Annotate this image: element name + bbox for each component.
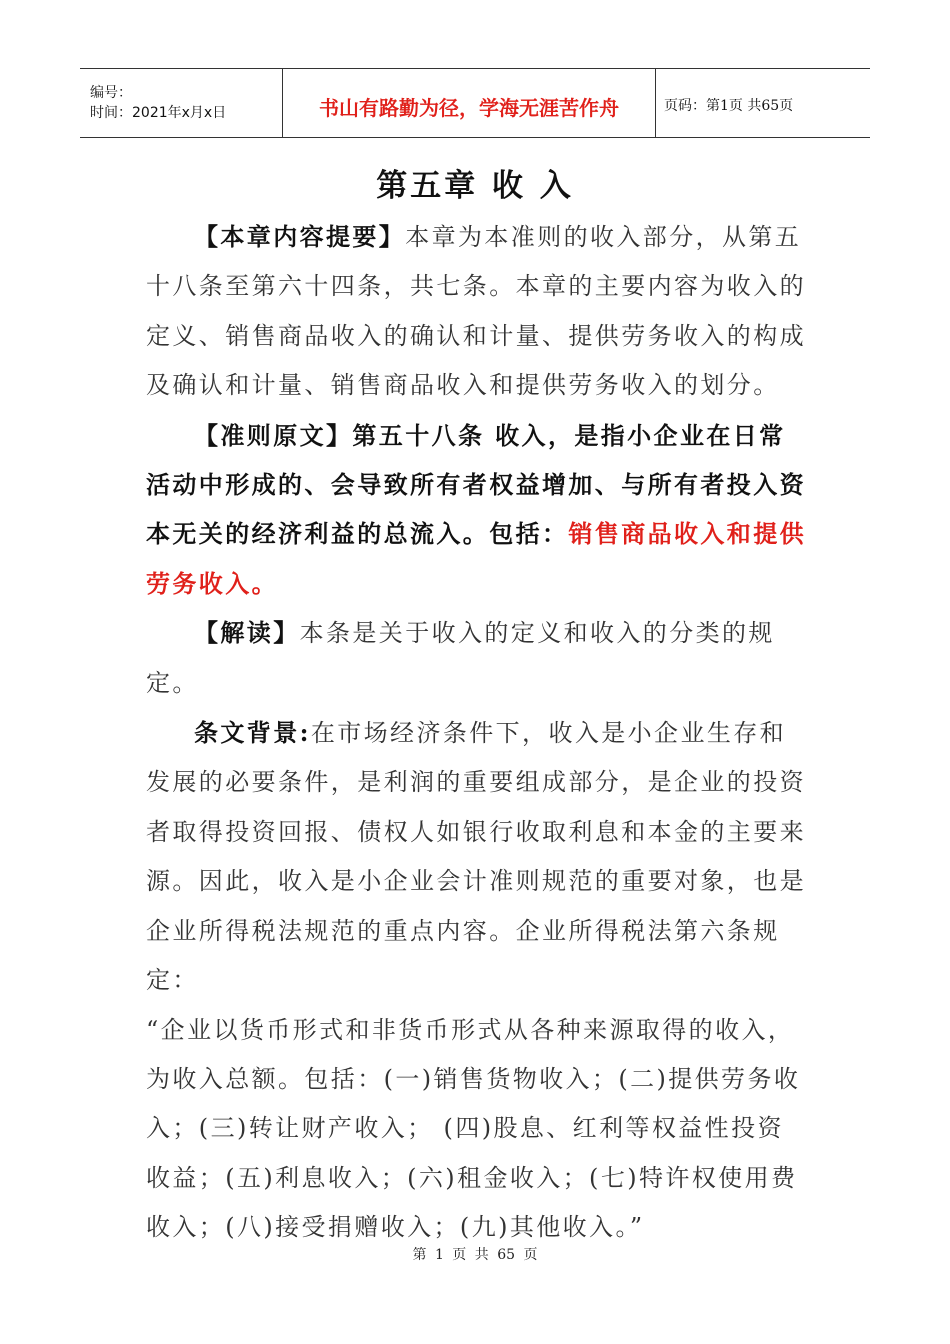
interpretation-text: 本条是关于收入的定义和收入的分类的规定。 (146, 619, 775, 697)
page-footer: 第 1 页 共 65 页 (412, 1247, 538, 1263)
summary-paragraph (146, 212, 806, 411)
chapter-title: 第五章 收 入 (376, 168, 574, 204)
page-header (80, 68, 870, 138)
header-page-info: 页码：第1页 共65页 (664, 98, 794, 114)
background-paragraph (146, 708, 806, 1005)
original-text: 第五十八条 收入，是指小企业在日常活动中形成的、会导致所有者权益增加、与所有者投入资本无关的经济利益的总流入。包括： (146, 420, 806, 549)
summary-label: 【本章内容提要】 (194, 222, 406, 251)
document-body (146, 212, 806, 1253)
header-motto: 书山有路勤为径，学海无涯苦作舟 (282, 69, 656, 137)
background-quote: “企业以货币形式和非货币形式从各种来源取得的收入，为收入总额。包括：(一)销售货物收入；(二)提供劳务收入；(三)转让财产收入； (四)股息、红利等权益性投资收益；(五)利息收入；(六)租金收入；(七)特许权使用费收入；(八)接受捐赠收入；(九)其他收入。” (146, 1015, 801, 1242)
original-paragraph (146, 411, 806, 609)
original-highlight: 销售商品收入和提供劳务收入。 (146, 519, 807, 598)
background-text: 在市场经济条件下，收入是小企业生存和发展的必要条件，是利润的重要组成部分，是企业的投资者取得投资回报、债权人如银行收取利息和本金的主要来源。因此，收入是小企业会计准则规范的重要对象，也是企业所得税法规范的重点内容。企业所得税法第六条规定： (146, 719, 806, 995)
background-label: 条文背景: (194, 718, 311, 748)
interpretation-paragraph (146, 608, 806, 708)
header-meta (80, 69, 282, 137)
interpretation-label: 【解读】 (194, 618, 300, 648)
summary-text: 本章为本准则的收入部分，从第五十八条至第六十四条，共七条。本章的主要内容为收入的定义、销售商品收入的确认和计量、提供劳务收入的构成及确认和计量、销售商品收入和提供劳务收入的划分。 (146, 223, 806, 400)
time-label: 时间：2021年x月x日 (90, 105, 227, 121)
number-label: 编号： (90, 85, 132, 101)
original-label: 【准则原文】 (194, 420, 353, 450)
